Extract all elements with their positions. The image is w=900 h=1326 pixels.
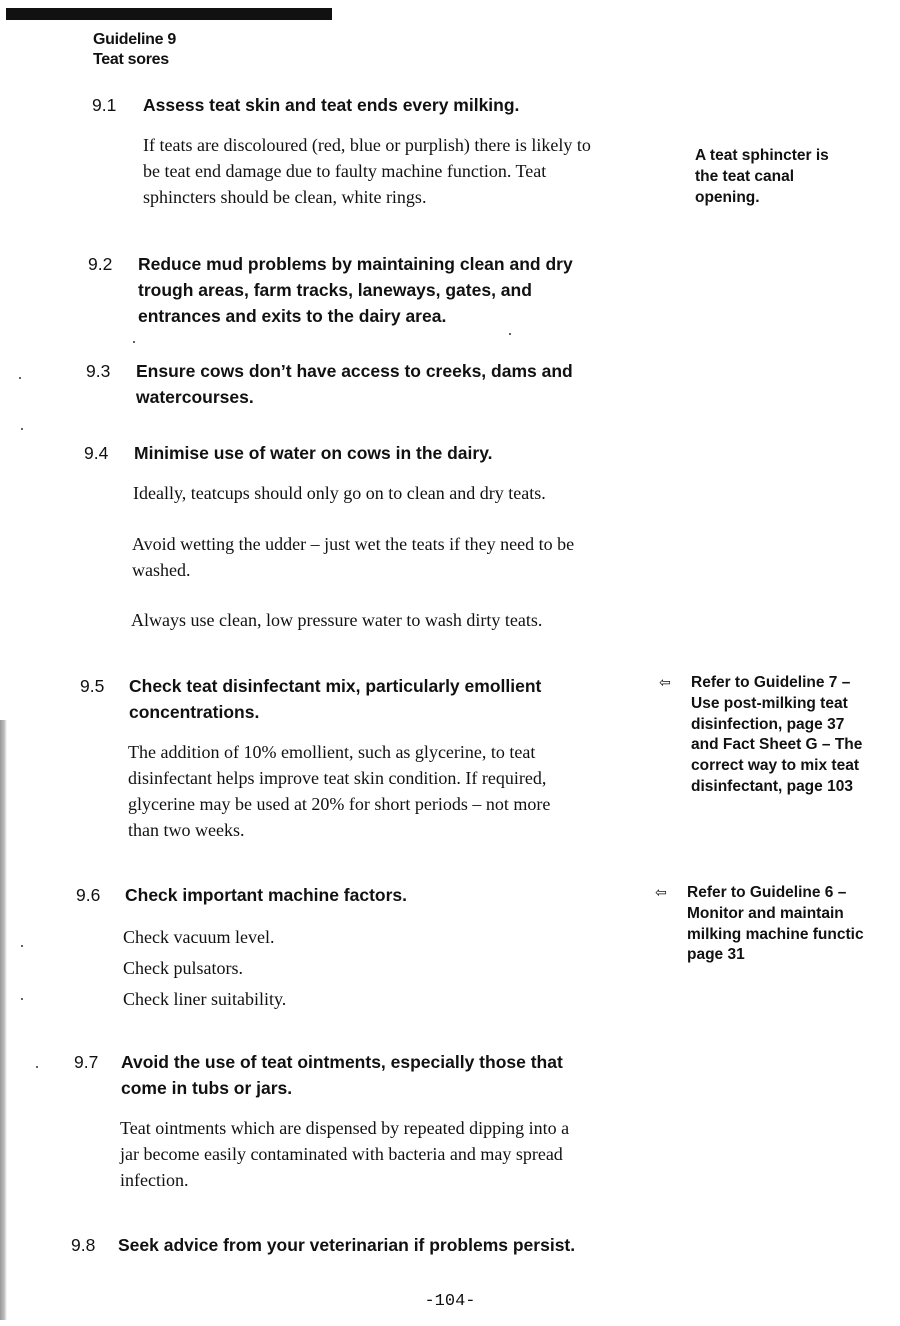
section-number: 9.2 [88,254,113,274]
section-heading: Check teat disinfectant mix, particularly emollient concentrations. [129,676,542,722]
side-note-guideline-7: Refer to Guideline 7 – Use post-milking teat disinfection, page 37 and Fact Sheet G – The correct way to mix teat disinfectant, page 103 [691,674,863,795]
page-number: -104- [424,1292,476,1311]
section-paragraph: Ideally, teatcups should only go on to clean and dry teats. [133,483,546,503]
section-heading: Ensure cows don’t have access to creeks, dams and watercourses. [136,361,573,407]
section-number: 9.8 [71,1235,96,1255]
header-rule [6,8,332,20]
side-note-sphincter: A teat sphincter is the teat canal opening. [695,147,829,206]
section-paragraph: The addition of 10% emollient, such as glycerine, to teat disinfectant helps improve teat skin condition. If required, glycerine may be used at 20% for short periods – not more than two weeks. [128,742,551,840]
section-heading: Reduce mud problems by maintaining clean and dry trough areas, farm tracks, laneways, gates, and entrances and exits to the dairy area. [138,254,573,326]
scan-speck [21,945,23,947]
section-heading: Seek advice from your veterinarian if problems persist. [118,1235,576,1255]
scan-speck [21,428,23,430]
section-paragraph: Avoid wetting the udder – just wet the teats if they need to be washed. [132,534,575,580]
section-number: 9.4 [84,443,109,463]
guideline-title: Teat sores [93,51,169,68]
section-heading: Check important machine factors. [125,885,408,905]
section-heading: Minimise use of water on cows in the dairy. [134,443,493,463]
section-heading: Assess teat skin and teat ends every milking. [143,95,520,115]
scan-speck [21,998,23,1000]
section-number: 9.5 [80,676,105,696]
guideline-header [93,30,176,70]
section-paragraph: Always use clean, low pressure water to wash dirty teats. [131,610,543,630]
section-number: 9.6 [76,885,101,905]
section-heading: Avoid the use of teat ointments, especially those that come in tubs or jars. [121,1052,563,1098]
section-number: 9.7 [74,1052,99,1072]
left-arrow-icon: ⇦ [659,675,671,691]
scan-speck [36,1066,38,1068]
section-paragraph: Teat ointments which are dispensed by repeated dipping into a jar become easily contaminated with bacteria and may spread infection. [120,1118,570,1190]
left-arrow-icon: ⇦ [655,885,667,901]
guideline-label: Guideline 9 [93,31,176,48]
section-checklist: Check vacuum level. Check pulsators. Check liner suitability. [123,927,287,1009]
side-note-guideline-6: Refer to Guideline 6 – Monitor and maintain milking machine functic page 31 [687,884,864,964]
scan-speck [509,333,511,335]
section-number: 9.1 [92,95,117,115]
scan-edge-shadow [0,720,7,1320]
section-paragraph: If teats are discoloured (red, blue or purplish) there is likely to be teat end damage due to faulty machine function. Teat sphincters should be clean, white rings. [143,135,591,207]
section-number: 9.3 [86,361,111,381]
scan-speck [19,377,21,379]
scan-speck [133,341,135,343]
